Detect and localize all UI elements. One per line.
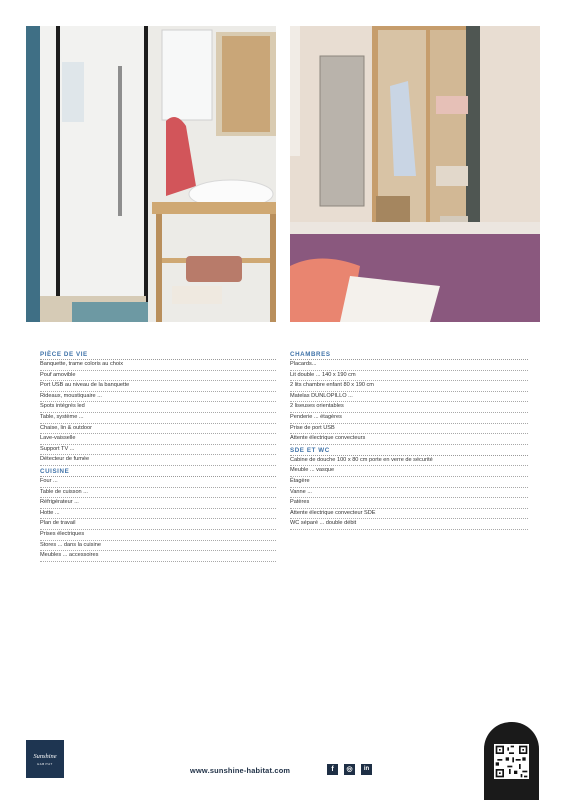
living-room-title: PIÈCE DE VIE (40, 350, 276, 360)
spec-item: Four ... (40, 477, 276, 488)
website-link[interactable]: www.sunshine-habitat.com (190, 766, 291, 775)
spec-item: Banquette, trame coloris au choix (40, 360, 276, 371)
spec-item: Attente électrique convecteur SDE (290, 509, 528, 520)
spec-item: WC séparé ... double débit (290, 519, 528, 530)
spec-item: Patères (290, 498, 528, 509)
spec-item: Vanne ... (290, 488, 528, 499)
qr-code[interactable] (494, 744, 529, 779)
brand-logo (26, 740, 64, 778)
kitchen-title: CUISINE (40, 467, 276, 477)
spec-item: Détecteur de fumée (40, 455, 276, 466)
left-spec-column (40, 350, 276, 562)
spec-item: Attente électrique convecteurs (290, 434, 528, 445)
spec-item: 2 lits chambre enfant 80 x 190 cm (290, 381, 528, 392)
logo-subtitle: HABITAT (37, 762, 53, 766)
spec-item: Rideaux, moustiquaire ... (40, 392, 276, 403)
bedroom-photo (290, 26, 540, 322)
linkedin-icon[interactable]: in (361, 764, 372, 775)
spec-item: Réfrigérateur ... (40, 498, 276, 509)
spec-item: Placards... (290, 360, 528, 371)
spec-item: Spots intégrés led (40, 402, 276, 413)
spec-item: Stores ... dans la cuisine (40, 541, 276, 552)
spec-item: Hotte ... (40, 509, 276, 520)
spec-item: Chaise, lin & outdoor (40, 424, 276, 435)
bathroom-illustration (26, 26, 276, 322)
logo-name: Sunshine (33, 753, 57, 760)
bathroom-photo (26, 26, 276, 322)
spec-item: Prise de port USB (290, 424, 528, 435)
spec-item: Matelas DUNLOPILLO ... (290, 392, 528, 403)
spec-item: Pouf amovible (40, 371, 276, 382)
spec-item: Table de cuisson ... (40, 488, 276, 499)
spec-item: Penderie ... étagères (290, 413, 528, 424)
qr-code-icon (494, 744, 529, 779)
right-spec-column (290, 350, 528, 530)
spec-item: Meuble ... vasque (290, 466, 528, 477)
spec-item: Étagère (290, 477, 528, 488)
bedroom-illustration (290, 26, 540, 322)
spec-item: Table, système ... (40, 413, 276, 424)
bathroom-title: SDE ET WC (290, 446, 528, 456)
instagram-icon[interactable]: ◎ (344, 764, 355, 775)
qr-code-panel (484, 722, 539, 800)
facebook-icon[interactable]: f (327, 764, 338, 775)
spec-item: Lave-vaisselle (40, 434, 276, 445)
spec-item: Support TV ... (40, 445, 276, 456)
spec-item: Meubles ... accessoires (40, 551, 276, 562)
spec-item: Plan de travail (40, 519, 276, 530)
spec-item: 2 liseuses orientables (290, 402, 528, 413)
spec-item: Lit double ... 140 x 190 cm (290, 371, 528, 382)
spec-item: Cabine de douche 100 x 80 cm porte en verre de sécurité (290, 456, 528, 467)
spec-item: Port USB au niveau de la banquette (40, 381, 276, 392)
bedrooms-title: CHAMBRES (290, 350, 528, 360)
spec-item: Prises électriques (40, 530, 276, 541)
